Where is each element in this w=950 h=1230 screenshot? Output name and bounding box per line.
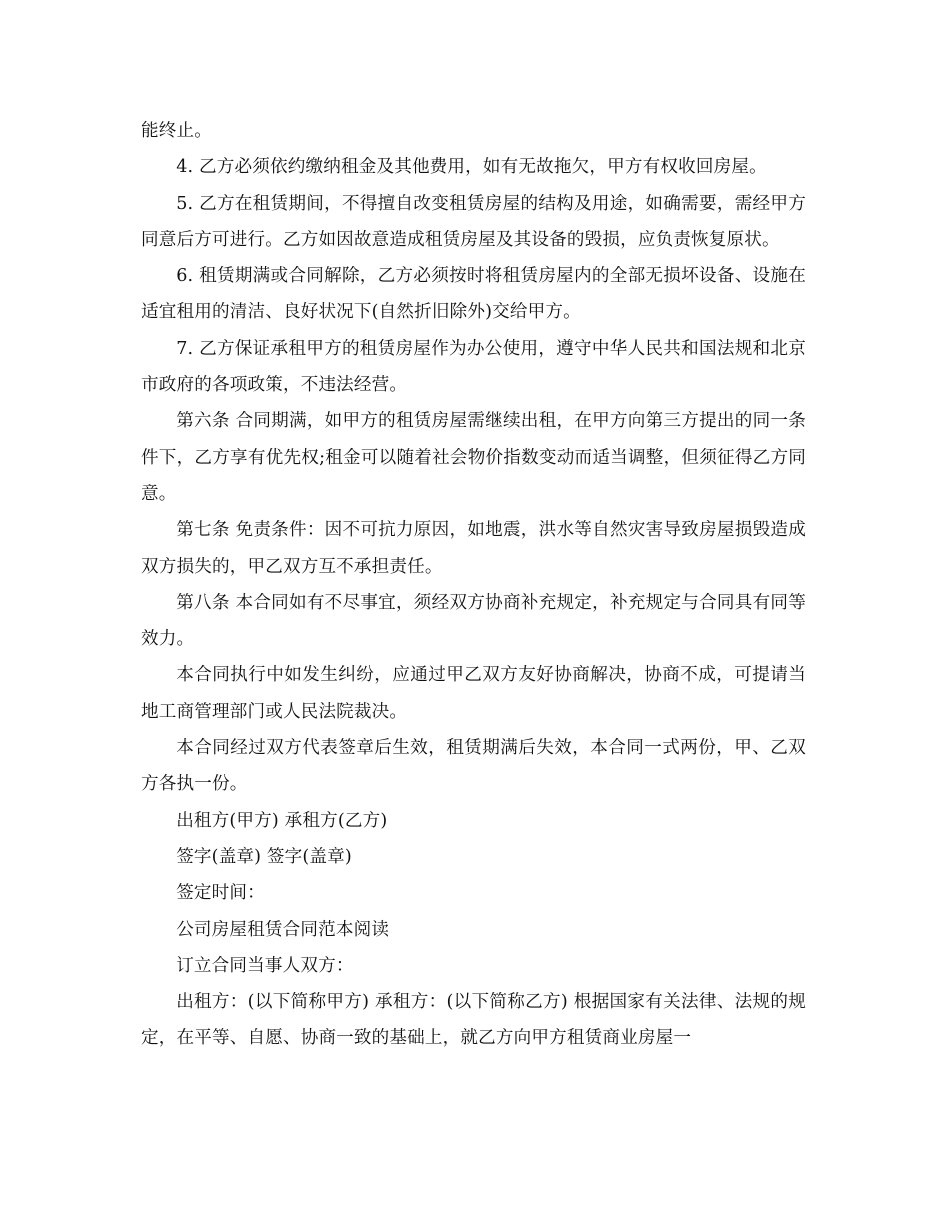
document-paragraph: 出租方：(以下简称甲方) 承租方：(以下简称乙方) 根据国家有关法律、法规的规定，在平等、自愿、协商一致的基础上，就乙方向甲方租赁商业房屋一 [141, 992, 806, 1049]
document-paragraph: 签定时间： [176, 883, 265, 904]
document-paragraph: 第八条 本合同如有不尽事宜，须经双方协商补充规定，补充规定与合同具有同等效力。 [141, 592, 806, 650]
document-paragraph: 4. 乙方必须依约缴纳租金及其他费用，如有无故拖欠，甲方有权收回房屋。 [176, 157, 767, 178]
document-paragraph: 出租方(甲方) 承租方(乙方) [176, 810, 388, 831]
document-paragraph: 第六条 合同期满，如甲方的租赁房屋需继续出租，在甲方向第三方提出的同一条件下，乙方享有优先权;租金可以随着社会物价指数变动而适当调整，但须征得乙方同意。 [141, 411, 806, 504]
document-paragraph: 7. 乙方保证承租甲方的租赁房屋作为办公使用，遵守中华人民共和国法规和北京市政府的各项政策，不违法经营。 [141, 338, 806, 396]
document-paragraph: 6. 租赁期满或合同解除，乙方必须按时将租赁房屋内的全部无损坏设备、设施在适宜租用的清洁、良好状况下(自然折旧除外)交给甲方。 [141, 266, 806, 323]
document-paragraph: 本合同执行中如发生纠纷，应通过甲乙双方友好协商解决，协商不成，可提请当地工商管理部门或人民法院裁决。 [141, 665, 806, 722]
document-paragraph: 公司房屋租赁合同范本阅读 [176, 919, 390, 940]
document-paragraph: 第七条 免责条件：因不可抗力原因，如地震，洪水等自然灾害导致房屋损毁造成双方损失的，甲乙双方互不承担责任。 [141, 520, 806, 577]
document-paragraph: 签字(盖章) 签字(盖章) [176, 846, 352, 867]
document-body [141, 113, 806, 1057]
document-paragraph: 5. 乙方在租赁期间，不得擅自改变租赁房屋的结构及用途，如确需要，需经甲方同意后方可进行。乙方如因故意造成租赁房屋及其设备的毁损，应负责恢复原状。 [141, 193, 806, 250]
document-paragraph: 订立合同当事人双方： [176, 955, 354, 976]
document-paragraph: 本合同经过双方代表签章后生效，租赁期满后失效，本合同一式两份，甲、乙双方各执一份。 [141, 738, 806, 795]
document-paragraph: 能终止。 [141, 121, 212, 141]
